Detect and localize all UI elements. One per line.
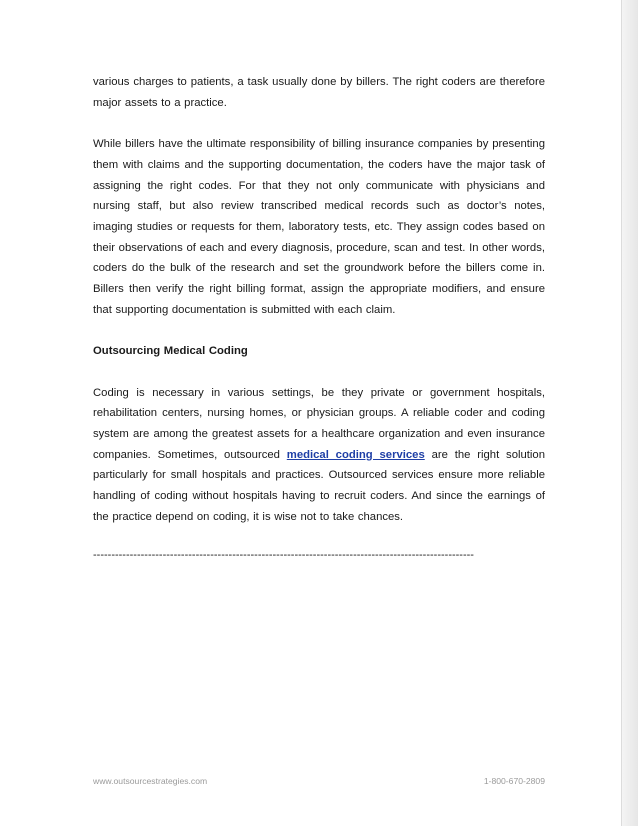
medical-coding-services-link[interactable]: medical coding services: [286, 448, 425, 461]
dashed-divider: --------------------------------------------------------------------------------------------------------: [93, 549, 474, 562]
paragraph-outsourcing: [93, 383, 545, 528]
paragraph-outsourcing-text-2: are the right solution particularly for small hospitals and practices. Outsourced services ensure more reliable handling of coding without hospitals having to recruit coders. And since the earnings of the practice depend on coding, it is wise not to take chances.: [93, 448, 545, 523]
footer-website: www.outsourcestrategies.com: [93, 776, 208, 786]
document-body: [93, 72, 545, 562]
page-footer: [93, 776, 545, 786]
paragraph-billers-coders: While billers have the ultimate responsibility of billing insurance companies by presenting them with claims and the supporting documentation, the coders have the major task of assigning the right codes. For that they not only communicate with physicians and nursing staff, but also review transcribed medical records such as doctor’s notes, imaging studies or requests for them, laboratory tests, etc. They assign codes based on their observations of each and every diagnosis, procedure, scan and test. In other words, coders do the bulk of the research and set the groundwork before the billers come in. Billers then verify the right billing format, assign the appropriate modifiers, and ensure that supporting documentation is submitted with each claim.: [93, 138, 545, 316]
section-heading: Outsourcing Medical Coding: [93, 345, 248, 358]
footer-phone: 1-800-670-2809: [483, 776, 545, 786]
paragraph-outsourcing-text-1: Coding is necessary in various settings, be they private or government hospitals, rehabilitation centers, nursing homes, or physician groups. A reliable coder and coding system are among the greatest assets for a healthcare organization and even insurance companies. Sometimes, outsourced: [93, 386, 545, 461]
page-edge: [621, 0, 638, 826]
paragraph-intro: various charges to patients, a task usually done by billers. The right coders are therefore major assets to a practice.: [93, 76, 545, 109]
